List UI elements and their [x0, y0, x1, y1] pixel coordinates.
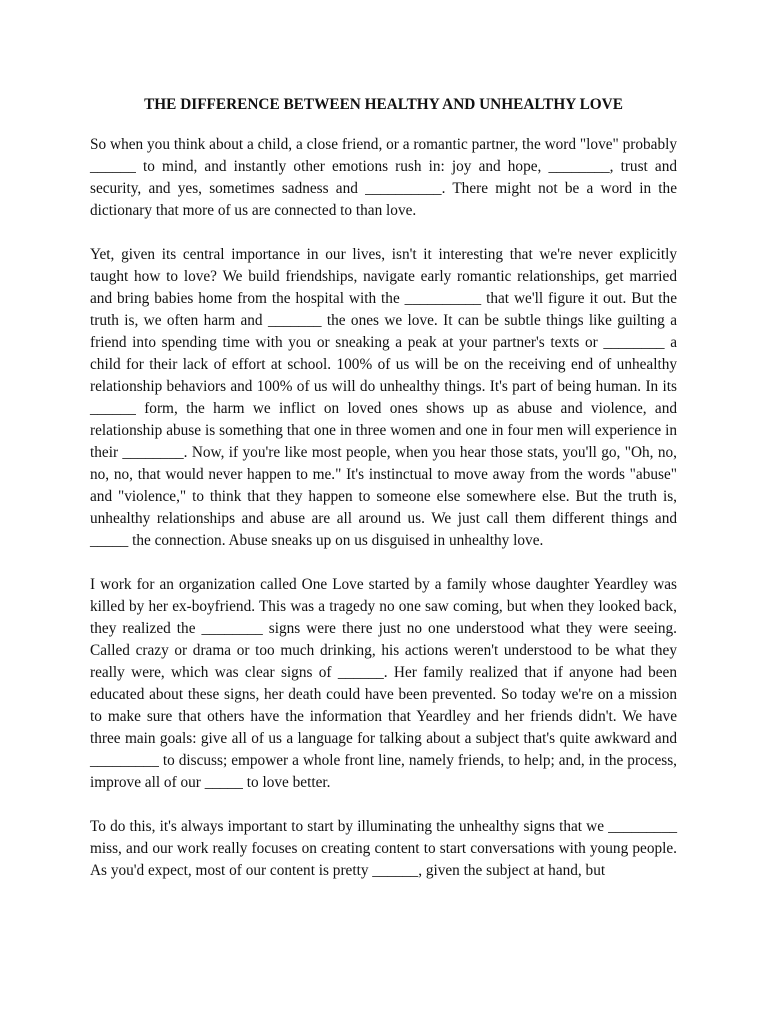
paragraph-1: So when you think about a child, a close friend, or a romantic partner, the word "love" probably ______ to mind, and instantly other emotions rush in: joy and hope, ________, trust and security, and yes, sometimes sadness and __________. There might not be a word in the dictionary that more of us are connected to than love.	[90, 136, 677, 219]
document-body	[90, 94, 677, 904]
paragraph-3: I work for an organization called One Love started by a family whose daughter Yeardley was killed by her ex-boyfriend. This was a tragedy no one saw coming, but when they looked back, they realized the ________ signs were there just no one understood what they were seeing. Called crazy or drama or too much drinking, his actions weren't understood to be what they really were, which was clear signs of ______. Her family realized that if anyone had been educated about these signs, her death could have been prevented. So today we're on a mission to make sure that others have the information that Yeardley and her friends didn't. We have three main goals: give all of us a language for talking about a subject that's quite awkward and _________ to discuss; empower a whole front line, namely friends, to help; and, in the process, improve all of our _____ to love better.	[90, 576, 677, 791]
paragraph-2: Yet, given its central importance in our lives, isn't it interesting that we're never explicitly taught how to love? We build friendships, navigate early romantic relationships, get married and bring babies home from the hospital with the __________ that we'll figure it out. But the truth is, we often harm and _______ the ones we love. It can be subtle things like guilting a friend into spending time with you or sneaking a peak at your partner's texts or ________ a child for their lack of effort at school. 100% of us will be on the receiving end of unhealthy relationship behaviors and 100% of us will do unhealthy things. It's part of being human. In its ______ form, the harm we inflict on loved ones shows up as abuse and violence, and relationship abuse is something that one in three women and one in four men will experience in their ________. Now, if you're like most people, when you hear those stats, you'll go, "Oh, no, no, no, that would never happen to me." It's instinctual to move away from the words "abuse" and "violence," to think that they happen to someone else somewhere else. But the truth is, unhealthy relationships and abuse are all around us. We just call them different things and _____ the connection. Abuse sneaks up on us disguised in unhealthy love.	[90, 246, 677, 549]
paragraph-4: To do this, it's always important to start by illuminating the unhealthy signs that we _________ miss, and our work really focuses on creating content to start conversations with young people. As you'd expect, most of our content is pretty ______, given the subject at hand, but	[90, 818, 677, 879]
document-title: THE DIFFERENCE BETWEEN HEALTHY AND UNHEALTHY LOVE	[144, 96, 623, 113]
